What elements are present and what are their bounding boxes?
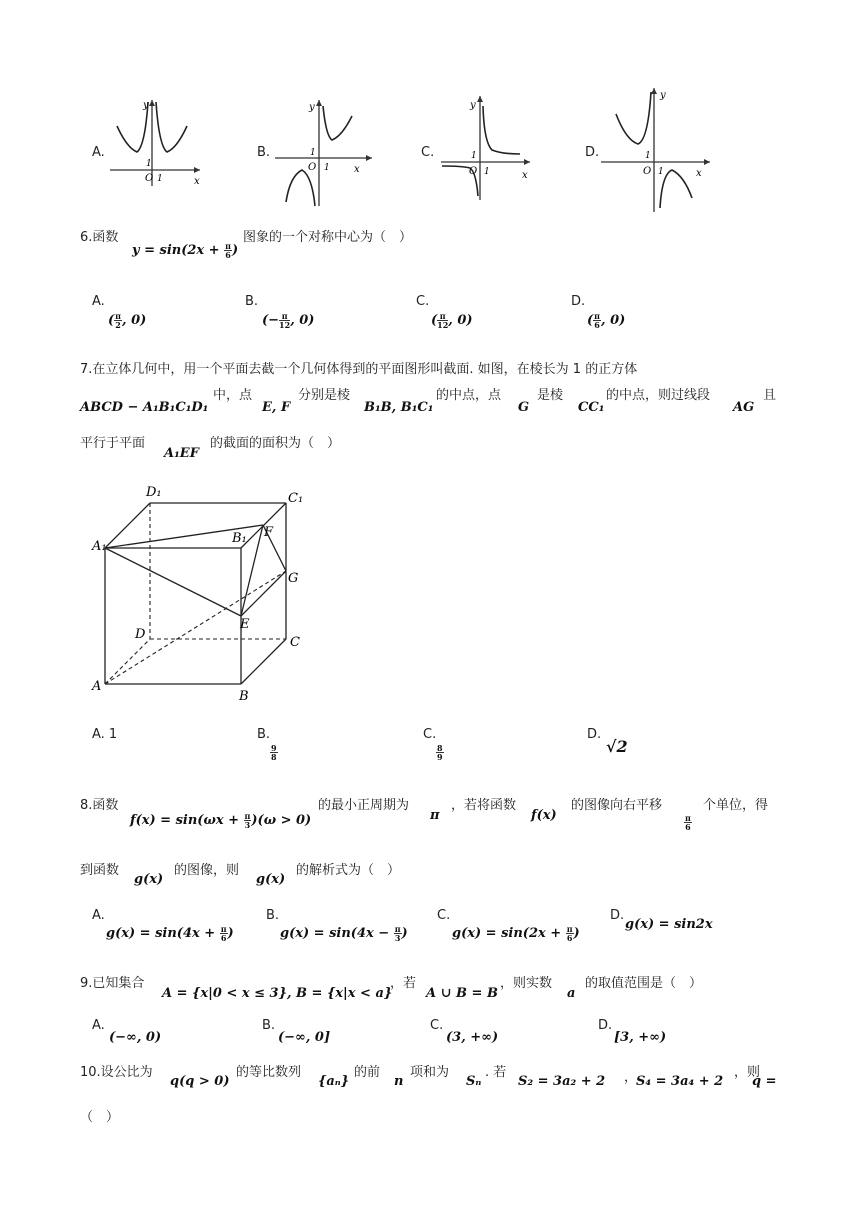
svg-text:1: 1 [324,163,330,173]
q8-gx2: g(x) [256,872,286,887]
svg-text:B₁: B₁ [232,531,247,546]
q7-point-g: G [518,400,530,415]
q6-option-a: ( $\frac{\pi}{2}$ , 0) [108,311,147,330]
q7-edge-cc1: CC₁ [578,400,605,415]
q8-formula: f(x) = sin(ωx + $\frac{\pi}{3}$ )(ω > 0) [130,811,312,830]
q6-option-d: ( $\frac{\pi}{6}$ , 0) [587,311,626,330]
q7-edges: B₁B, B₁C₁ [364,400,434,415]
q10-n: n [394,1074,404,1089]
q7-text-area: 的截面的面积为（ ） [210,436,341,451]
svg-text:1: 1 [658,167,664,177]
q10-blank: （ ） [80,1110,120,1125]
svg-text:y: y [143,100,149,111]
q10-prefix: 10.设公比为 [80,1065,153,1080]
q10-q-cond: q(q > 0) [170,1074,230,1089]
q9-cond: A ∪ B = B [426,986,498,1001]
q7-option-c: $\frac{8}{9}$ [437,743,443,762]
q7-option-b-label: B. [257,727,271,742]
q8-option-a: g(x) = sin(4x + $\frac{\pi}{6}$ ) [106,924,234,943]
q8-pi: π [430,808,440,823]
svg-text:O: O [643,166,652,177]
q6-option-b-label: B. [245,294,259,309]
q7-option-d: √2 [606,737,628,756]
graph-option-a-label: A. [92,145,105,160]
q8-gx: g(x) [134,872,164,887]
svg-text:1: 1 [484,167,490,177]
graph-option-a [105,96,205,188]
q9-option-b: (−∞, 0] [278,1030,331,1045]
svg-text:G: G [288,571,299,586]
q6-option-b: (− $\frac{\pi}{12}$ , 0) [262,311,315,330]
q7-line1: 7.在立体几何中，用一个平面去截一个几何体得到的平面图形叫截面. 如图，在棱长为 1 的正方体 [80,362,638,377]
q10-eq1: S₂ = 3a₂ + 2 [518,1074,606,1089]
q8-text-5: 到函数 [80,863,120,878]
svg-text:y: y [660,90,666,101]
q6-formula: y = sin(2x + $\frac{\pi}{6}$ ) [132,241,239,260]
q7-text-mid1: 的中点，点 [436,388,502,403]
q10-q-eq: q = [752,1074,777,1089]
q8-text-7: 的解析式为（ ） [296,863,401,878]
q9-prefix: 9.已知集合 [80,976,145,991]
q7-cube-figure [88,478,318,706]
q6-option-c: ( $\frac{\pi}{12}$ , 0) [431,311,473,330]
svg-text:D₁: D₁ [146,485,162,500]
q9-text-2: ，则实数 [500,976,553,991]
graph-option-d-label: D. [585,145,600,160]
graph-option-c-label: C. [421,145,435,160]
q10-sn: Sₙ [466,1074,482,1089]
q8-text-1: 的最小正周期为 [318,798,410,813]
svg-text:D: D [135,627,146,642]
svg-text:O: O [145,173,154,184]
q7-seg-ag: AG [733,400,755,415]
q7-option-a: A. 1 [92,727,118,742]
q7-text-shi: 是棱 [537,388,564,403]
q9-text-3: 的取值范围是（ ） [585,976,703,991]
graph-option-b-label: B. [257,145,271,160]
svg-text:A₁: A₁ [92,539,107,554]
svg-text:x: x [194,176,200,187]
q7-text-fenbie: 分别是棱 [298,388,351,403]
svg-text:1: 1 [157,174,163,184]
svg-text:x: x [522,170,528,181]
q10-text-1: 的等比数列 [236,1065,302,1080]
q10-seq: {aₙ} [318,1074,350,1089]
svg-text:B: B [239,689,249,704]
q6-option-c-label: C. [416,294,430,309]
q10-text-4: . 若 [485,1065,507,1080]
svg-text:y: y [470,100,476,111]
q9-var: a [567,986,576,1001]
q7-option-d-label: D. [587,727,602,742]
q8-option-b-label: B. [266,908,280,923]
q8-option-d: g(x) = sin2x [625,917,713,932]
svg-text:O: O [469,166,478,177]
svg-text:O: O [308,162,317,173]
svg-text:1: 1 [310,148,316,158]
q7-cube-name: ABCD − A₁B₁C₁D₁ [80,400,209,415]
q10-text-5: ，则 [734,1065,761,1080]
q7-plane: A₁EF [164,446,199,461]
q7-text-parallel: 平行于平面 [80,436,146,451]
svg-text:y: y [309,102,315,113]
q8-fx: f(x) [531,808,557,823]
q6-option-a-label: A. [92,294,105,309]
svg-text:x: x [354,164,360,175]
q9-text-1: ，若 [390,976,417,991]
q6-option-d-label: D. [571,294,586,309]
svg-text:1: 1 [471,151,477,161]
q7-text-zhong: 中，点 [213,388,253,403]
q9-option-d-label: D. [598,1018,613,1033]
q7-text-mid2: 的中点，则过线段 [606,388,711,403]
svg-text:C: C [290,635,300,650]
graph-option-b [272,96,377,208]
q7-points-ef: E, F [262,400,291,415]
q7-option-b: $\frac{9}{8}$ [271,743,277,762]
q8-option-c-label: C. [437,908,451,923]
q9-option-a-label: A. [92,1018,105,1033]
graph-option-c [438,92,533,204]
q7-option-c-label: C. [423,727,437,742]
q9-option-c: (3, +∞) [446,1030,499,1045]
q8-option-c: g(x) = sin(2x + $\frac{\pi}{6}$ ) [452,924,580,943]
axis-one-label: 1 [146,159,152,169]
q8-prefix: 8.函数 [80,798,119,813]
q10-text-3: 项和为 [410,1065,450,1080]
svg-text:1: 1 [645,151,651,161]
q10-comma: ， [624,1070,638,1085]
q9-option-a: (−∞, 0) [109,1030,162,1045]
q10-eq2: S₄ = 3a₄ + 2 [636,1074,724,1089]
q6-prefix: 6.函数 [80,230,119,245]
q9-option-b-label: B. [262,1018,276,1033]
svg-text:x: x [696,168,702,179]
q6-suffix: 图象的一个对称中心为（ ） [243,230,413,245]
q8-text-6: 的图像，则 [174,863,240,878]
svg-text:C₁: C₁ [288,491,304,506]
q7-text-qie: 且 [763,388,777,403]
q8-option-b: g(x) = sin(4x − $\frac{\pi}{3}$ ) [280,924,408,943]
q9-option-c-label: C. [430,1018,444,1033]
q9-option-d: [3, +∞) [614,1030,667,1045]
q8-text-3: 的图像向右平移 [571,798,663,813]
svg-text:A: A [92,679,102,694]
q10-text-2: 的前 [354,1065,381,1080]
graph-option-d [598,84,718,214]
q8-shift: $\frac{\pi}{6}$ [685,813,691,832]
q8-text-2: ，若将函数 [451,798,517,813]
svg-text:E: E [240,617,250,632]
q8-text-4: 个单位，得 [703,798,769,813]
svg-text:F: F [264,525,274,540]
q8-option-a-label: A. [92,908,105,923]
q9-sets: A = {x|0 < x ≤ 3}, B = {x|x < a} [162,986,393,1001]
q8-option-d-label: D. [610,908,625,923]
